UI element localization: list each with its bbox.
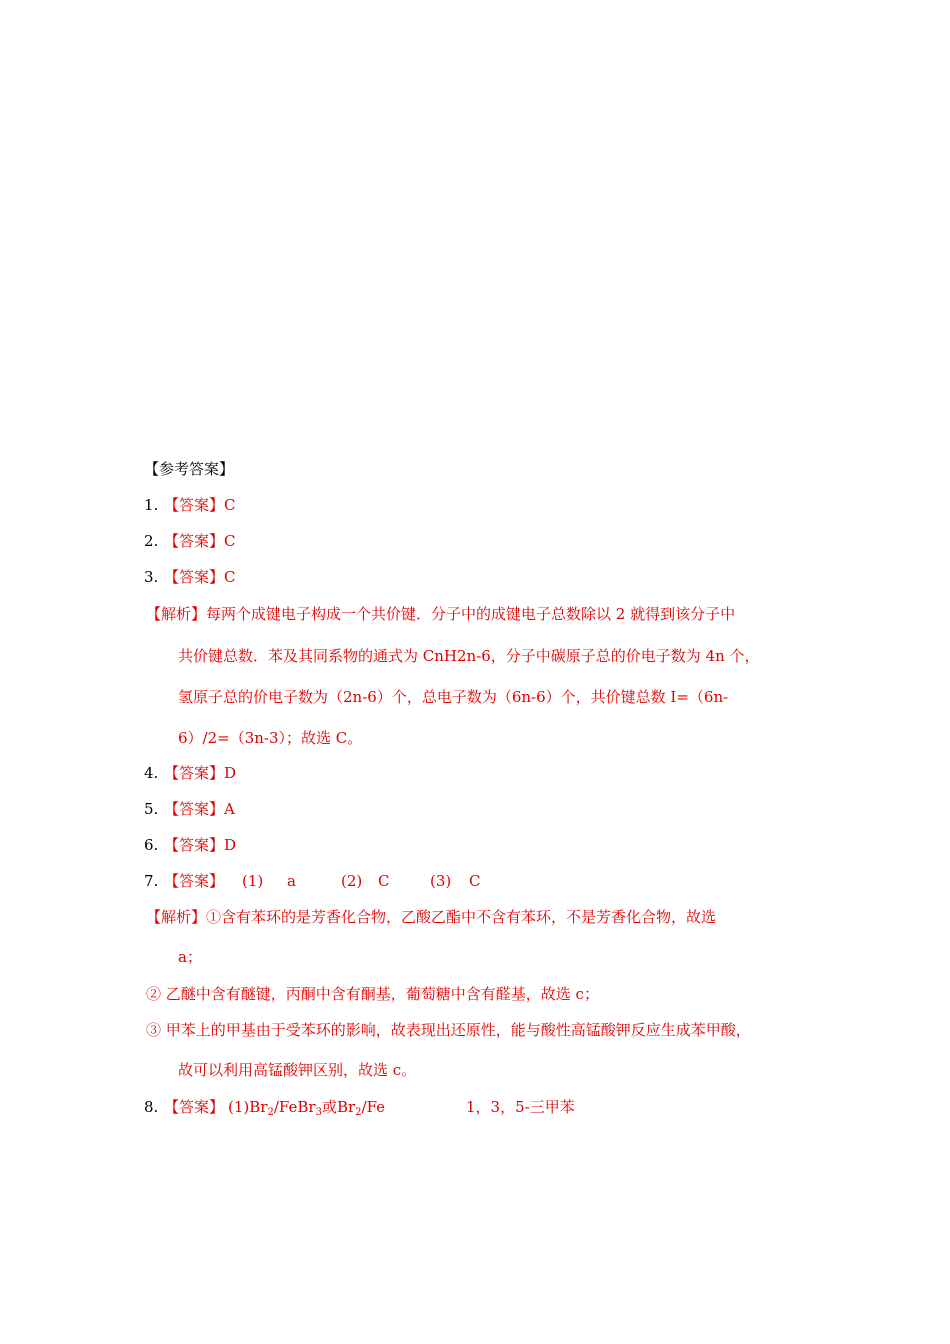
answer-line-5 [144,798,235,820]
answer-value: D [224,764,237,782]
item-number: 7. [144,872,159,890]
answer-tag: 【答案】 [164,836,225,854]
answer-line-6 [144,834,236,856]
answer-tag: 【答案】 [164,800,225,818]
answer-line-7 [144,870,481,892]
part-label: (1) [228,1098,250,1116]
item-number: 8. [144,1098,159,1116]
analysis-3-line-1 [146,603,735,625]
item-number: 3. [144,568,159,586]
answer-tag: 【答案】 [164,568,225,586]
formula-part: /Fe [361,1098,386,1116]
part-answer: C [378,872,390,890]
analysis-7-line-5: 故可以利用高锰酸钾区别，故选 c。 [178,1061,417,1079]
answer-line-3 [144,566,236,588]
part-label: (1) [242,872,264,890]
answer-line-4 [144,762,236,784]
item-number: 2. [144,532,159,550]
analysis-3-line-4: 6）/2=（3n-3）；故选 C。 [178,729,363,747]
answer-value: C [224,496,236,514]
analysis-3-line-3: 氢原子总的价电子数为（2n-6）个，总电子数为（6n-6）个，共价键总数 I=（6n- [178,688,729,706]
formula-subscript: 2 [355,1107,362,1118]
answer-tag: 【答案】 [164,532,225,550]
answer-tag: 【答案】 [164,872,225,890]
answer-value: C [224,532,236,550]
item-number: 1. [144,496,159,514]
compound-name: 1，3，5-三甲苯 [466,1098,575,1116]
analysis-7-line-2: a； [178,948,202,966]
analysis-text: 每两个成键电子构成一个共价键．分子中的成键电子总数除以 2 就得到该分子中 [206,605,736,623]
answer-tag: 【答案】 [164,764,225,782]
answer-line-8 [144,1096,575,1118]
analysis-tag: 【解析】 [146,908,207,926]
answer-value: A [224,800,235,818]
analysis-7-line-1 [146,906,716,928]
item-number: 4. [144,764,159,782]
item-number: 5. [144,800,159,818]
item-number: 6. [144,836,159,854]
formula-or: 或 [321,1098,337,1116]
analysis-text: ①含有苯环的是芳香化合物，乙酸乙酯中不含有苯环，不是芳香化合物，故选 [206,908,717,926]
part-answer: a [287,872,296,890]
formula-subscript: 3 [315,1107,322,1118]
part-label: (2) [341,872,363,890]
answer-line-1 [144,494,236,516]
analysis-7-line-4: ③ 甲苯上的甲基由于受苯环的影响，故表现出还原性，能与酸性高锰酸钾反应生成苯甲酸， [146,1021,751,1039]
answer-tag: 【答案】 [164,496,225,514]
formula-part: Br [336,1098,356,1116]
analysis-7-line-3: ② 乙醚中含有醚键，丙酮中含有酮基，葡萄糖中含有醛基，故选 c； [146,985,599,1003]
part-answer: C [469,872,481,890]
analysis-tag: 【解析】 [146,605,207,623]
answer-tag: 【答案】 [164,1098,225,1116]
part-label: (3) [430,872,452,890]
formula-subscript: 2 [267,1107,274,1118]
formula-part: /FeBr [273,1098,316,1116]
analysis-3-line-2: 共价键总数．苯及其同系物的通式为 CnH2n-6，分子中碳原子总的价电子数为 4n 个， [178,647,760,665]
answer-value: C [224,568,236,586]
answer-line-2 [144,530,236,552]
formula-part: Br [249,1098,268,1116]
formula [249,1098,385,1116]
section-title: 【参考答案】 [144,460,235,478]
answer-value: D [224,836,237,854]
